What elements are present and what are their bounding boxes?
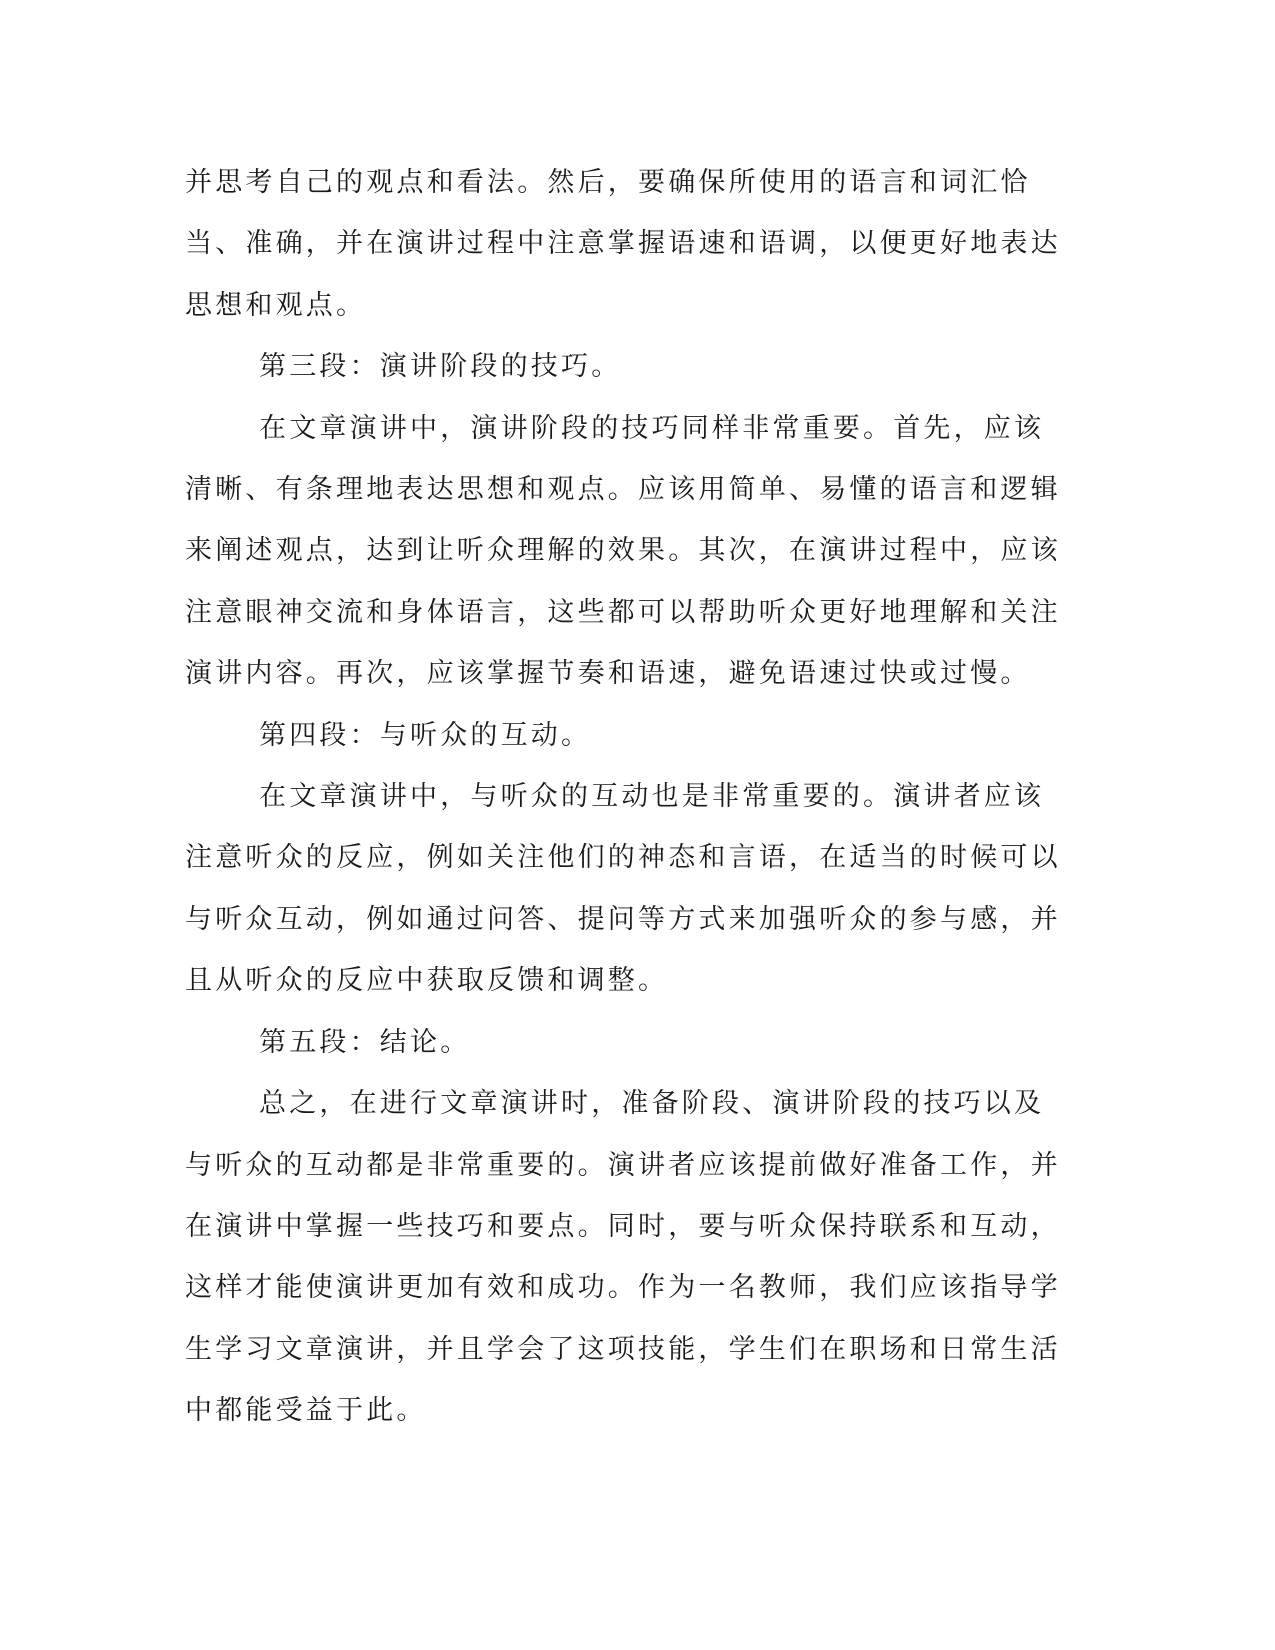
paragraph-section-4: 在文章演讲中，与听众的互动也是非常重要的。演讲者应该注意听众的反应，例如关注他们的神态和言语，在适当的时候可以与听众互动，例如通过问答、提问等方式来加强听众的参与感，并且从听众的反应中获取反馈和调整。 [185, 781, 1061, 997]
section-heading-3: 第三段：演讲阶段的技巧。 [259, 351, 622, 383]
section-heading-5: 第五段：结论。 [259, 1026, 471, 1058]
document-body [185, 152, 1065, 1442]
paragraph-section-5: 总之，在进行文章演讲时，准备阶段、演讲阶段的技巧以及与听众的互动都是非常重要的。演讲者应该提前做好准备工作，并在演讲中掌握一些技巧和要点。同时，要与听众保持联系和互动，这样才能使演讲更加有效和成功。作为一名教师，我们应该指导学生学习文章演讲，并且学会了这项技能，学生们在职场和日常生活中都能受益于此。 [185, 1088, 1061, 1427]
paragraph-continuation: 并思考自己的观点和看法。然后，要确保所使用的语言和词汇恰当、准确，并在演讲过程中注意掌握语速和语调，以便更好地表达思想和观点。 [185, 167, 1061, 321]
section-heading-4: 第四段：与听众的互动。 [259, 719, 592, 751]
paragraph-section-3: 在文章演讲中，演讲阶段的技巧同样非常重要。首先，应该清晰、有条理地表达思想和观点。应该用简单、易懂的语言和逻辑来阐述观点，达到让听众理解的效果。其次，在演讲过程中，应该注意眼神交流和身体语言，这些都可以帮助听众更好地理解和关注演讲内容。再次，应该掌握节奏和语速，避免语速过快或过慢。 [185, 412, 1061, 690]
